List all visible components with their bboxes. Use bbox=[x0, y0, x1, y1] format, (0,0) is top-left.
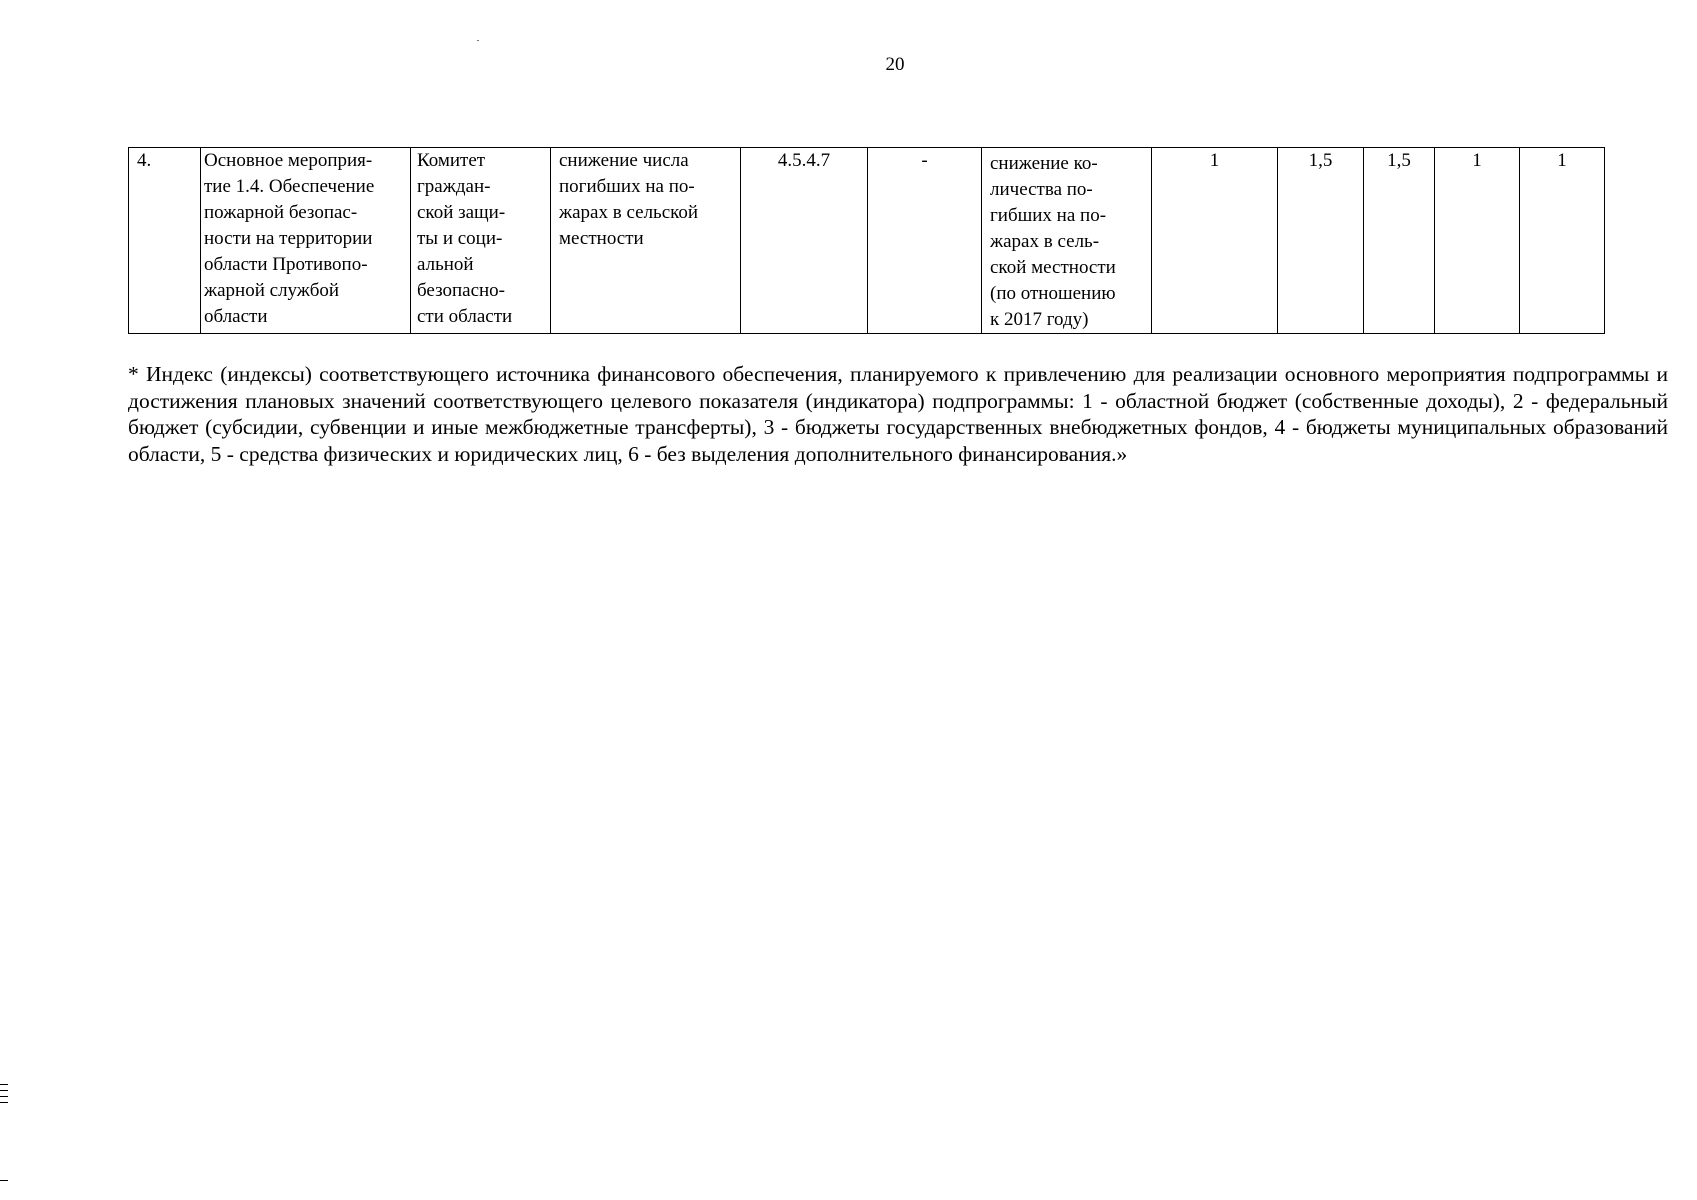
footnote: * Индекс (индексы) соответствующего источника финансового обеспечения, планируемого к привлечению для реализации основного мероприятия подпрограммы и достижения плановых значений соответствующего целевого показателя (индикатора) подпрограммы: 1 - областной бюджет (собственные доходы), 2 - федеральный бюджет (субсидии, субвенции и иные межбюджетные трансферты), 3 - бюджеты государственных внебюджетных фондов, 4 - бюджеты муниципальных образований области, 5 - средства физических и юридических лиц, 6 - без выделения дополнительного финансирования.» bbox=[128, 362, 1668, 466]
table-row bbox=[129, 148, 1605, 334]
value-1: 1 bbox=[1209, 150, 1220, 171]
margin-mark bbox=[0, 1102, 8, 1103]
activity-table bbox=[128, 147, 1605, 334]
value-cell bbox=[1435, 148, 1520, 334]
code-cell bbox=[741, 148, 868, 334]
indicator-cell bbox=[982, 148, 1152, 334]
activity-text: Основное мероприя- тие 1.4. Обеспечение пожарной безопас- ности на территории области Противопо- жарной службой области bbox=[204, 150, 375, 327]
value-cell bbox=[1152, 148, 1278, 334]
result-text: снижение числа погибших на по- жарах в сельской местности bbox=[559, 150, 699, 249]
row-number: 4. bbox=[137, 150, 152, 171]
value-cell bbox=[1364, 148, 1435, 334]
funding-text: - bbox=[921, 150, 928, 171]
indicator-text: снижение ко- личества по- гибших на по- жарах в сель- ской местности (по отношению к 2017 году) bbox=[990, 153, 1116, 330]
margin-mark bbox=[0, 1084, 8, 1085]
activity-cell bbox=[201, 148, 411, 334]
margin-mark bbox=[0, 1180, 8, 1181]
margin-mark bbox=[0, 1096, 8, 1097]
executor-text: Комитет граждан- ской защи- ты и соци- альной безопасно- сти области bbox=[417, 150, 513, 327]
scan-mark bbox=[477, 40, 479, 41]
result-cell bbox=[551, 148, 741, 334]
value-4: 1 bbox=[1472, 150, 1482, 171]
executor-cell bbox=[411, 148, 551, 334]
value-3: 1,5 bbox=[1387, 150, 1411, 171]
funding-cell bbox=[868, 148, 982, 334]
margin-mark bbox=[0, 1090, 8, 1091]
value-cell bbox=[1278, 148, 1364, 334]
value-2: 1,5 bbox=[1308, 150, 1333, 171]
value-5: 1 bbox=[1557, 150, 1567, 171]
page-number: 20 bbox=[885, 54, 905, 75]
row-number-cell bbox=[129, 148, 201, 334]
code-text: 4.5.4.7 bbox=[777, 150, 831, 171]
value-cell bbox=[1520, 148, 1605, 334]
